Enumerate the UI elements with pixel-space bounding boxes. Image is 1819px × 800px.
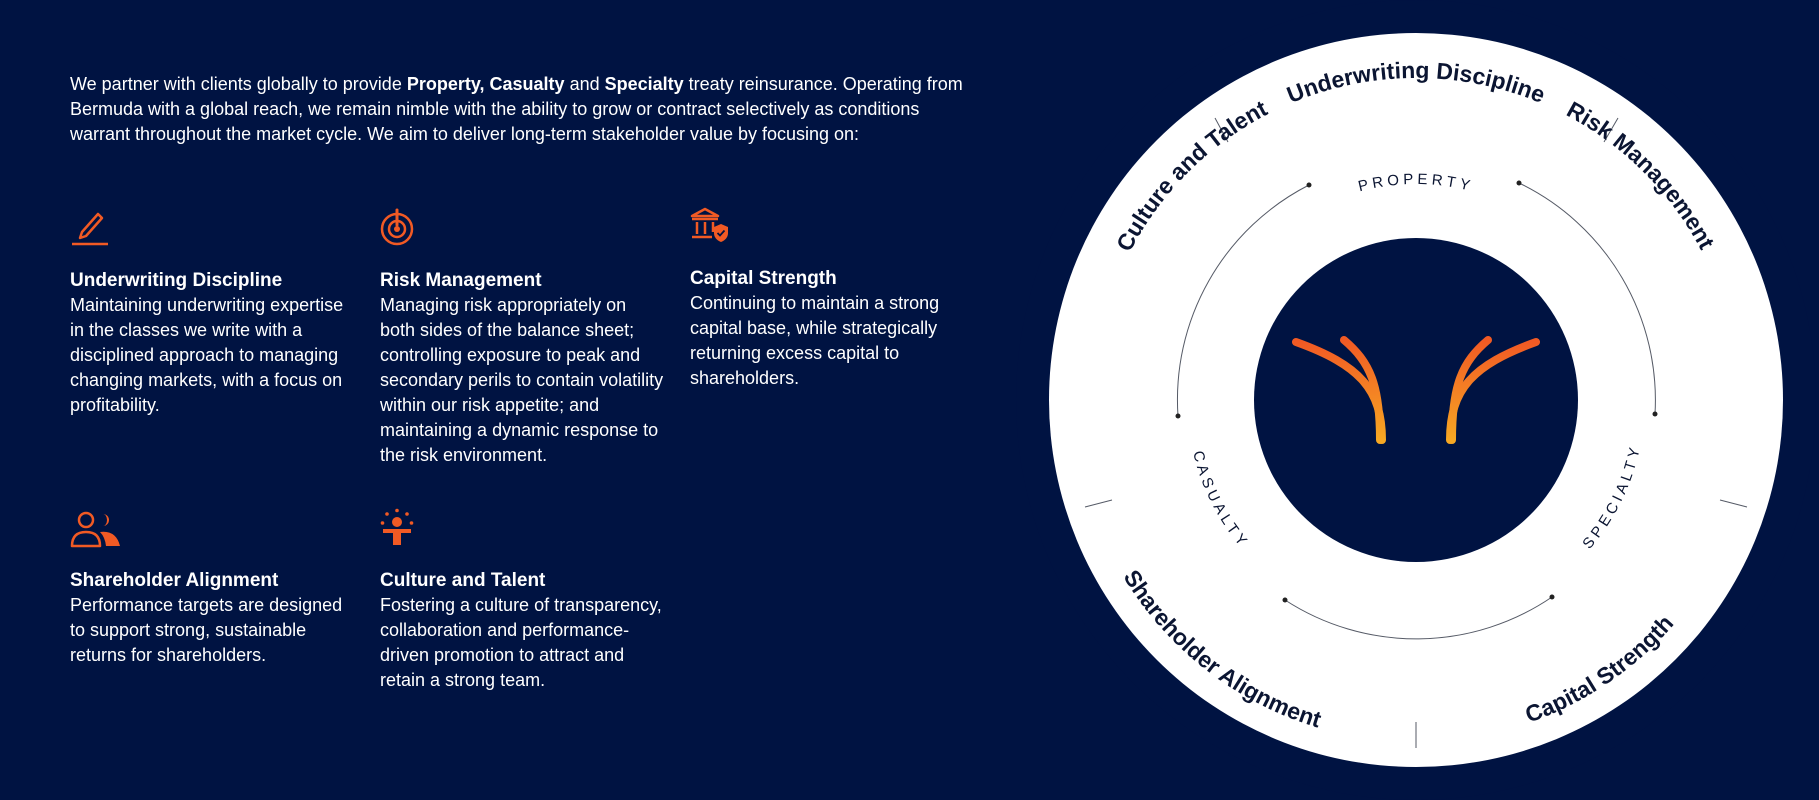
intro-bold-1: Property, Casualty bbox=[406, 74, 565, 94]
pillar-description: Fostering a culture of transparency, collaboration and performance-driven promotion to attract and retain a strong team. bbox=[380, 595, 662, 690]
pillar-title: Risk Management bbox=[380, 270, 542, 291]
outer-label-underwriting-discipline: Underwriting Discipline bbox=[1283, 56, 1549, 108]
intro-bold-2: Specialty bbox=[604, 74, 684, 94]
inner-label-property: PROPERTY bbox=[1356, 170, 1476, 196]
intro-text-1: We partner with clients globally to provide bbox=[70, 74, 407, 94]
outer-label-culture-and-talent: Culture and Talent bbox=[1110, 94, 1272, 256]
outer-label-capital-strength: Capital Strength bbox=[1521, 609, 1679, 728]
pillar-description: Continuing to maintain a strong capital base, while strategically returning excess capital to shareholders. bbox=[690, 293, 940, 388]
pillar-title: Shareholder Alignment bbox=[70, 570, 279, 591]
outer-label-risk-management: Risk Management bbox=[1562, 96, 1720, 254]
outer-label-shareholder-alignment: Shareholder Alignment bbox=[1118, 565, 1325, 733]
inner-label-casualty: CASUALTY bbox=[1189, 448, 1253, 553]
pillar-title: Underwriting Discipline bbox=[70, 270, 283, 291]
intro-text-3: treaty reinsurance. Operating from Bermuda with a global reach, we remain nimble with the ability to grow or contract selectively as conditions warrant throughout the market cycle. We aim to deliver long-term stakeholder value by focusing on: bbox=[70, 74, 963, 144]
pillar-title: Culture and Talent bbox=[380, 570, 546, 591]
inner-label-specialty: SPECIALTY bbox=[1579, 442, 1645, 553]
pillar-description: Maintaining underwriting expertise in the classes we write with a disciplined approach to managing changing markets, with a focus on profitability. bbox=[70, 295, 344, 415]
pillar-title: Capital Strength bbox=[690, 268, 837, 289]
pillar-description: Managing risk appropriately on both sides of the balance sheet; controlling exposure to peak and secondary perils to contain volatility within our risk appetite; and maintaining a dynamic response to the risk environment. bbox=[380, 295, 664, 465]
pillar-description: Performance targets are designed to support strong, sustainable returns for shareholders. bbox=[70, 595, 343, 665]
intro-text-2: and bbox=[564, 74, 605, 94]
